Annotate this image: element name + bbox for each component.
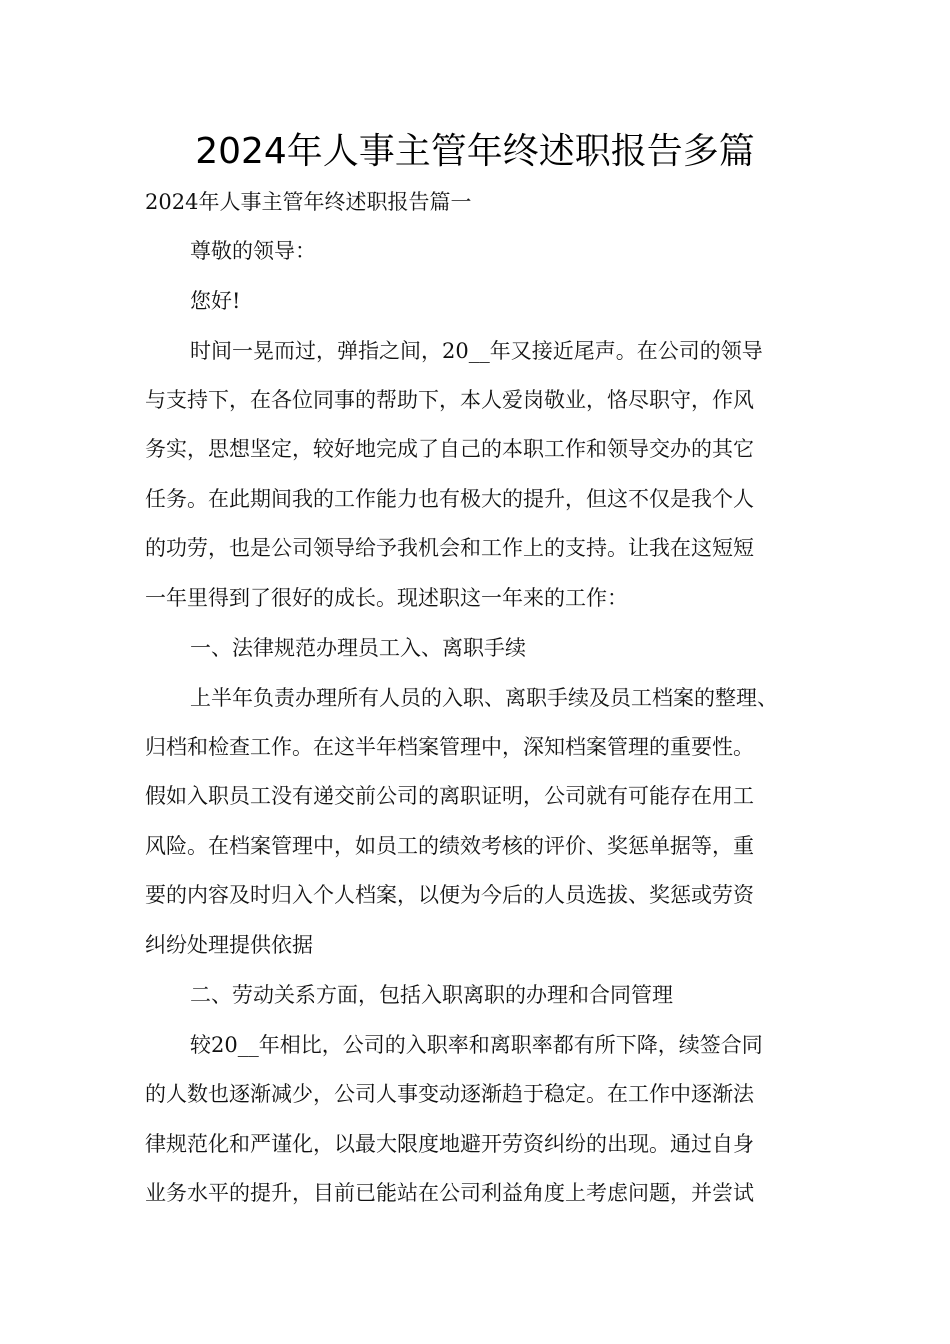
paragraph-line: 业务水平的提升，目前已能站在公司利益角度上考虑问题，并尝试 xyxy=(145,1181,754,1205)
greeting: 您好! xyxy=(190,289,241,313)
paragraph-line: 与支持下，在各位同事的帮助下，本人爱岗敬业，恪尽职守，作风 xyxy=(145,388,754,412)
salutation: 尊敬的领导： xyxy=(190,239,316,263)
paragraph-line: 律规范化和严谨化，以最大限度地避开劳资纠纷的出现。通过自身 xyxy=(145,1132,754,1156)
subsection-heading: 二、劳动关系方面，包括入职离职的办理和合同管理 xyxy=(190,983,673,1007)
paragraph-line: 风险。在档案管理中，如员工的绩效考核的评价、奖惩单据等，重 xyxy=(145,834,754,858)
paragraph-line: 任务。在此期间我的工作能力也有极大的提升，但这不仅是我个人 xyxy=(145,487,754,511)
paragraph-line: 的功劳，也是公司领导给予我机会和工作上的支持。让我在这短短 xyxy=(145,536,754,560)
paragraph-line: 要的内容及时归入个人档案，以便为今后的人员选拔、奖惩或劳资 xyxy=(145,883,754,907)
paragraph-line: 上半年负责办理所有人员的入职、离职手续及员工档案的整理、 xyxy=(190,686,778,710)
paragraph-line: 假如入职员工没有递交前公司的离职证明，公司就有可能存在用工 xyxy=(145,784,754,808)
paragraph-line: 归档和检查工作。在这半年档案管理中，深知档案管理的重要性。 xyxy=(145,735,754,759)
paragraph-line: 一年里得到了很好的成长。现述职这一年来的工作： xyxy=(145,586,628,610)
paragraph-line: 较20__年相比，公司的入职率和离职率都有所下降，续签合同 xyxy=(190,1033,763,1057)
paragraph-line: 务实，思想坚定，较好地完成了自己的本职工作和领导交办的其它 xyxy=(145,437,754,461)
paragraph-line: 的人数也逐渐减少，公司人事变动逐渐趋于稳定。在工作中逐渐法 xyxy=(145,1082,754,1106)
paragraph-line: 时间一晃而过，弹指之间，20__年又接近尾声。在公司的领导 xyxy=(190,339,763,363)
paragraph-line: 纠纷处理提供依据 xyxy=(145,933,313,957)
subsection-heading: 一、法律规范办理员工入、离职手续 xyxy=(190,636,526,660)
section-heading: 2024年人事主管年终述职报告篇一 xyxy=(145,190,472,214)
document-title: 2024年人事主管年终述职报告多篇 xyxy=(195,131,755,172)
